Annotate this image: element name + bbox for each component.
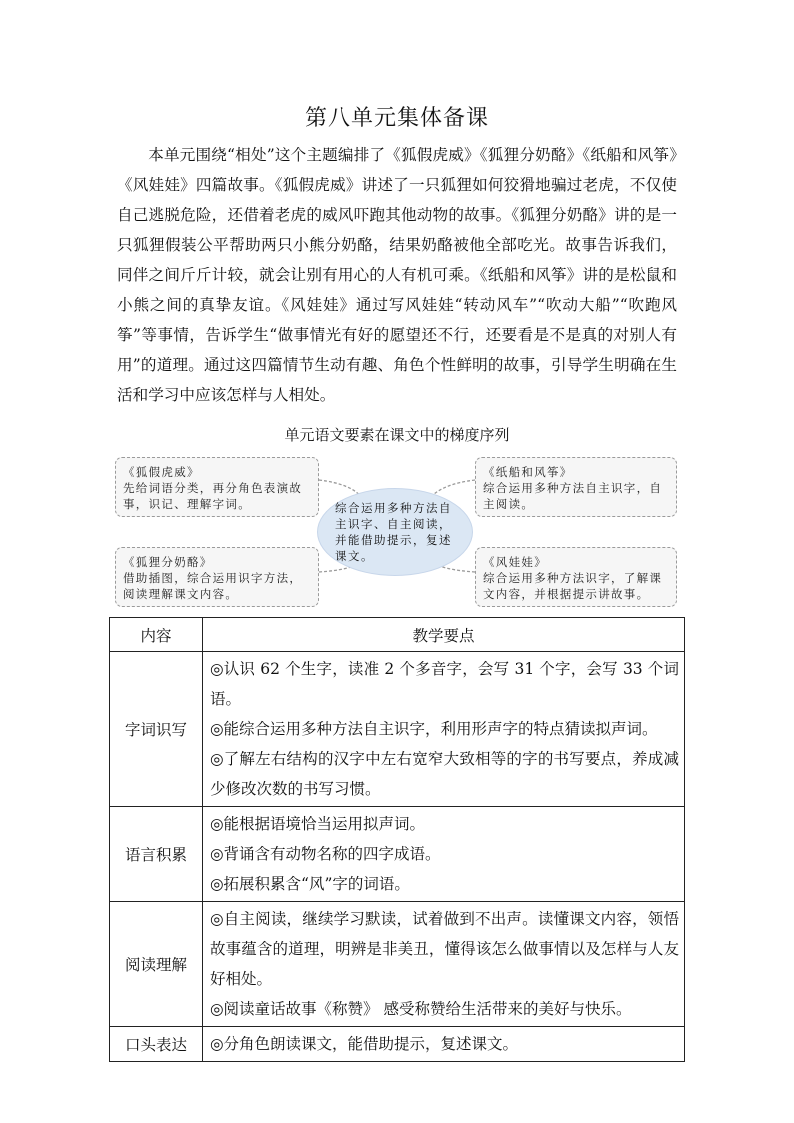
table-row: [110, 902, 685, 1027]
node-title: 《风娃娃》: [483, 555, 547, 569]
header-points: 教学要点: [203, 618, 685, 652]
table-row: [110, 807, 685, 902]
row-points: [203, 807, 685, 902]
point-item: ◎分角色朗读课文，能借助提示，复述课文。: [210, 1035, 519, 1053]
node-title: 《纸船和风筝》: [483, 465, 573, 479]
node-text: 先给词语分类，再分角色表演故事，识记、理解字词。: [123, 481, 303, 511]
node-text: 综合运用多种方法识字，了解课文内容，并根据提示讲故事。: [483, 571, 663, 601]
table-header-row: [110, 618, 685, 652]
row-points: [203, 902, 685, 1027]
header-content: 内容: [110, 618, 203, 652]
row-points: [203, 1027, 685, 1062]
center-text: 综合运用多种方法自主识字、自主阅读，并能借助提示，复述课文。: [335, 501, 452, 563]
table-row: [110, 1027, 685, 1062]
node-title: 《狐假虎威》: [123, 465, 200, 479]
point-item: ◎了解左右结构的汉字中左右宽窄大致相等的字的书写要点，养成减少修改次数的书写习惯。: [210, 750, 679, 798]
node-title: 《狐狸分奶酪》: [123, 555, 213, 569]
gradient-diagram: [112, 450, 684, 610]
point-item: ◎拓展积累含“风”字的词语。: [210, 875, 410, 893]
row-category: 语言积累: [110, 807, 203, 902]
node-hujiahuwei: [115, 457, 319, 517]
point-item: ◎认识 62 个生字，读准 2 个多音字，会写 31 个字，会写 33 个词语。: [210, 660, 679, 708]
point-item: ◎背诵含有动物名称的四字成语。: [210, 845, 441, 863]
row-category: 口头表达: [110, 1027, 203, 1062]
node-hulifennailao: [115, 547, 319, 607]
node-zhichuanhefengzheng: [475, 457, 677, 517]
diagram-title: 单元语文要素在课文中的梯度序列: [284, 426, 510, 444]
node-text: 借助插图，综合运用识字方法，阅读理解课文内容。: [123, 571, 303, 601]
row-category: 字词识写: [110, 652, 203, 807]
point-item: ◎自主阅读，继续学习默读，试着做到不出声。读懂课文内容，领悟故事蕴含的道理，明辨是非美丑，懂得该怎么做事情以及怎样与人友好相处。: [210, 910, 679, 988]
row-category: 阅读理解: [110, 902, 203, 1027]
page-title: 第八单元集体备课: [304, 106, 489, 131]
node-fengwawa: [475, 547, 677, 607]
row-points: [203, 652, 685, 807]
point-item: ◎能综合运用多种方法自主识字，利用形声字的特点猜读拟声词。: [210, 720, 658, 738]
node-text: 综合运用多种方法自主识字，自主阅读。: [483, 481, 663, 511]
table-row: [110, 652, 685, 807]
teaching-points-table: [109, 617, 685, 1062]
point-item: ◎能根据语境恰当运用拟声词。: [210, 815, 426, 833]
point-item: ◎阅读童话故事《称赞》 感受称赞给生活带来的美好与快乐。: [210, 1000, 632, 1018]
intro-paragraph: 本单元围绕“相处”这个主题编排了《狐假虎威》《狐狸分奶酪》《纸船和风筝》《风娃娃》四篇故事。《狐假虎威》讲述了一只狐狸如何狡猾地骗过老虎，不仅使自己逃脱危险，还借着老虎的威风吓跑其他动物的故事。《狐狸分奶酪》讲的是一只狐狸假装公平帮助两只小熊分奶酪，结果奶酪被他全部吃光。故事告诉我们，同伴之间斤斤计较，就会让别有用心的人有机可乘。《纸船和风筝》讲的是松鼠和小熊之间的真挚友谊。《风娃娃》通过写风娃娃“转动风车”“吹动大船”“吹跑风筝”等事情，告诉学生“做事情光有好的愿望还不行，还要看是不是真的对别人有用”的道理。通过这四篇情节生动有趣、角色个性鲜明的故事，引导学生明确在生活和学习中应该怎样与人相处。: [117, 146, 677, 404]
center-node: [317, 488, 473, 576]
